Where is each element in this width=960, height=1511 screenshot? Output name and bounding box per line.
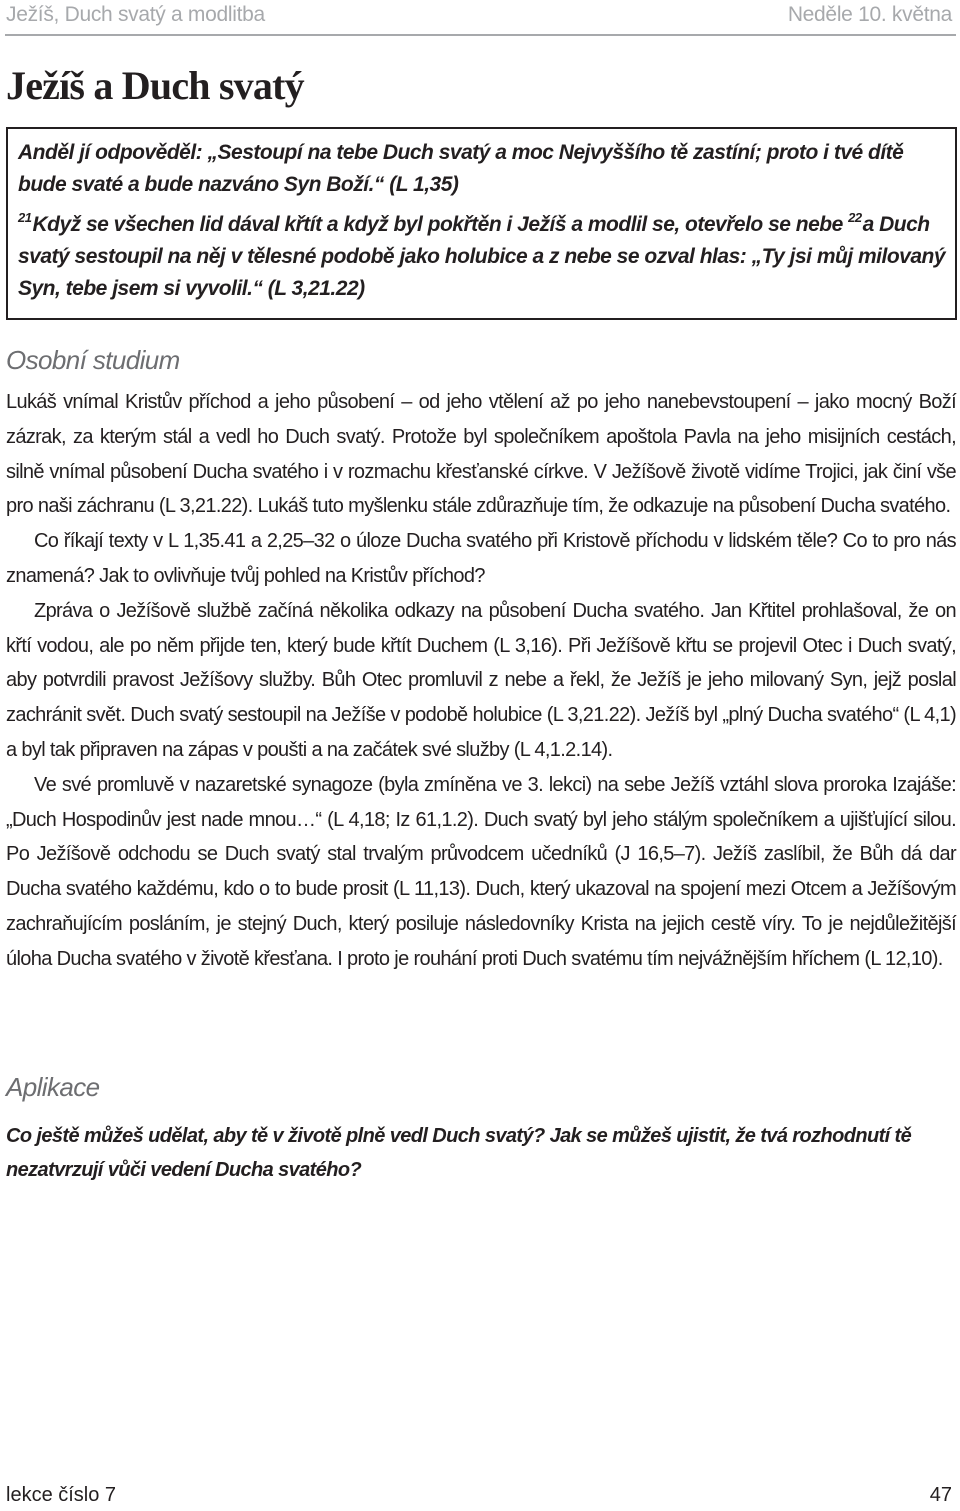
running-header-section: Ježíš, Duch svatý a modlitba <box>6 3 265 26</box>
study-question-paragraph: Co říkají texty v L 1,35.41 a 2,25–32 o úloze Ducha svatého při Kristově příchodu v lidském těle? Co to pro nás znamená? Jak to ovlivňuje tvůj pohled na Kristův příchod? <box>6 530 956 587</box>
verse-number-22: 22 <box>848 210 862 225</box>
study-paragraph: Zpráva o Ježíšově službě začíná několika odkazy na působení Ducha svatého. Jan Křtitel prohlašoval, že on křtí vodou, ale po něm přijde ten, který bude křtít Duchem (L 3,16). Při Ježíšově křtu se projevil Otec i Duch svatý, aby potvrdili pravost Ježíšovy služby. Bůh Otec promluvil z nebe a řekl, že Ježíš je jeho milovaný Syn, jejž poslal zachránit svět. Duch svatý sestoupil na Ježíše v podobě holubice (L 3,21.22). Ježíš byl „plný Ducha svatého“ (L 4,1) a byl tak připraven na zápas v poušti a na začátek své služby (L 4,1.2.14). <box>6 599 956 761</box>
verse-text-21: Když se všechen lid dával křtít a když byl pokřtěn i Ježíš a modlil se, otevřelo se nebe <box>32 213 843 236</box>
study-paragraph: Ve své promluvě v nazaretské synagoze (byla zmíněna ve 3. lekci) na sebe Ježíš vztáhl slova proroka Izajáše: „Duch Hospodinův jest nade mnou…“ (L 4,18; Iz 61,1.2). Duch svatý byl jeho stálým společníkem a ujišťující silou. Po Ježíšově odchodu se Duch svatý stal trvalým průvodcem učedníků (J 16,5–7). Ježíš zaslíbil, že Bůh dá dar Ducha svatého každému, kdo o to bude prosit (L 11,13). Duch, který ukazoval na spojení mezi Otcem a Ježíšovým zachraňujícím posláním, je stejný Duch, který posiluje následovníky Krista na jejich cestě víry. To je nejdůležitější úloha Ducha svatého v životě křesťana. I proto je rouhání proti Duch svatému tím nejvážnějším hříchem (L 12,10). <box>6 773 956 970</box>
study-paragraph: Lukáš vnímal Kristův příchod a jeho působení – od jeho vtělení až po jeho nanebevstoupení – jako mocný Boží zázrak, za kterým stál a vedl ho Duch svatý. Protože byl společníkem apoštola Pavla na jeho misijních cestách, silně vnímal působení Ducha svatého i v rozmachu křesťanské církve. V Ježíšově životě vidíme Trojici, jak činí vše pro naši záchranu (L 3,21.22). Lukáš tuto myšlenku stále zdůrazňuje tím, že odkazuje na působení Ducha svatého. <box>6 391 956 518</box>
scripture-verse-l3-21-22 <box>18 209 947 305</box>
study-body <box>6 385 956 977</box>
study-heading: Osobní studium <box>6 345 180 375</box>
scripture-box <box>6 127 957 320</box>
page-number: 47 <box>929 1484 952 1506</box>
application-heading: Aplikace <box>6 1072 100 1102</box>
verse-number-21: 21 <box>18 210 32 225</box>
page-title: Ježíš a Duch svatý <box>6 63 304 108</box>
header-divider <box>5 34 956 36</box>
verse-text-22: a Duch svatý sestoupil na něj v tělesné podobě jako holubice a z nebe se ozval hlas: „Ty jsi můj milovaný Syn, tebe jsem si vyvolil.“ (L 3,21.22) <box>18 213 946 300</box>
application-question: Co ještě můžeš udělat, aby tě v životě plně vedl Duch svatý? Jak se můžeš ujistit, že tvá rozhodnutí tě nezatvrzují vůči vedení Ducha svatého? <box>6 1125 912 1181</box>
running-header-date: Neděle 10. května <box>787 3 952 26</box>
footer-lesson-label: lekce číslo 7 <box>6 1484 117 1506</box>
scripture-verse-l1-35: Anděl jí odpověděl: „Sestoupí na tebe Duch svatý a moc Nejvyššího tě zastíní; proto i tvé dítě bude svaté a bude nazváno Syn Boží.“ (L 1,35) <box>18 141 904 196</box>
